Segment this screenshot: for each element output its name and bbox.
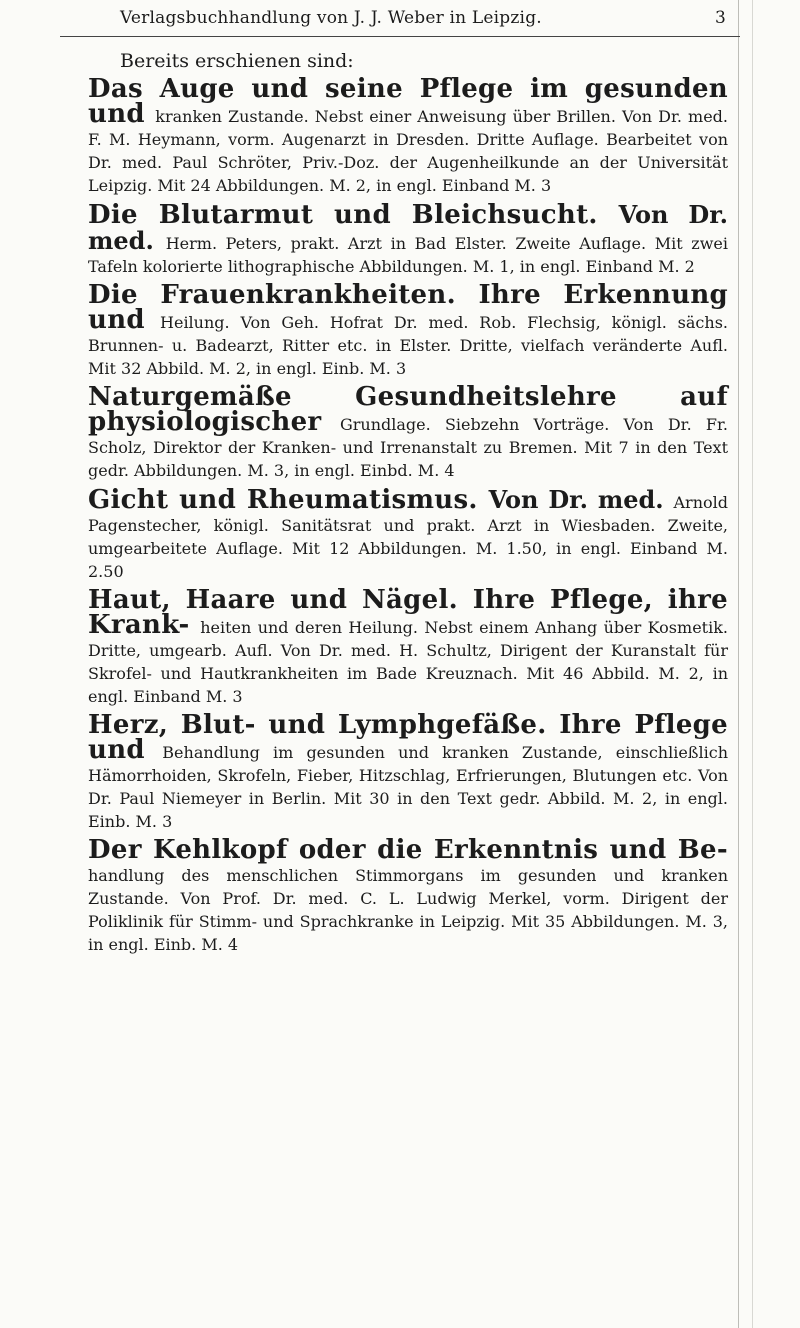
book-entry (88, 280, 728, 380)
book-title: Gicht und Rheumatismus. (88, 485, 489, 515)
book-description: Heilung. Von Geh. Hofrat Dr. med. Rob. Flechsig, königl. sächs. Brunnen- u. Badearzt, Ritter etc. in Elster. Dritte, vielfach veränderte Aufl. Mit 32 Abbild. M. 2, in engl. Einb. M. 3 (88, 313, 728, 378)
book-entry (88, 835, 728, 956)
running-title: Verlagsbuchhandlung von J. J. Weber in Leipzig. (120, 8, 542, 28)
header-rule (60, 36, 740, 37)
book-description: heiten und deren Heilung. Nebst einem Anhang über Kosmetik. Dritte, umgearb. Aufl. Von Dr. med. H. Schultz, Dirigent der Kuranstalt für Skrofel- und Hautkrankheiten im Bade Kreuznach. Mit 46 Abbild. M. 2, in engl. Einband M. 3 (88, 618, 728, 706)
catalog-listing (88, 50, 728, 962)
book-title: Herz, Blut- und Lymphgefäße. Ihre Pflege und (88, 710, 728, 765)
book-title: Die Blutarmut und Bleichsucht. (88, 200, 619, 230)
book-entry (88, 382, 728, 482)
book-title: Haut, Haare und Nägel. Ihre Pflege, ihre Krank- (88, 585, 728, 640)
book-description: handlung des menschlichen Stimmorgans im gesunden und kranken Zustande. Von Prof. Dr. med. C. L. Ludwig Merkel, vorm. Dirigent der Poliklinik für Stimm- und Sprachkranke in Leipzig. Mit 35 Abbildungen. M. 3, in engl. Einb. M. 4 (88, 866, 728, 954)
running-header (50, 4, 740, 34)
book-description: Grundlage. Siebzehn Vorträge. Von Dr. Fr. Scholz, Direktor der Kranken- und Irrenanstalt zu Bremen. Mit 7 in den Text gedr. Abbildungen. M. 3, in engl. Einbd. M. 4 (88, 415, 728, 480)
book-entry (88, 485, 728, 583)
book-author-prefix: Von Dr. med. (88, 200, 728, 255)
book-author-prefix: Von Dr. med. (488, 485, 674, 514)
book-title: Das Auge und seine Pflege im gesunden und (88, 74, 728, 129)
book-entry (88, 200, 728, 278)
book-title: Naturgemäße Gesundheitslehre auf physiologischer (88, 382, 728, 437)
page-edge-rule-outer (752, 0, 753, 1328)
page-edge-rule (738, 0, 739, 1328)
book-entry (88, 74, 728, 197)
book-entry (88, 710, 728, 833)
book-title: Die Frauenkrankheiten. Ihre Erkennung und (88, 280, 728, 335)
book-description: Behandlung im gesunden und kranken Zustande, einschließlich Hämorrhoiden, Skrofeln, Fieber, Hitzschlag, Erfrierungen, Blutungen etc. Von Dr. Paul Niemeyer in Berlin. Mit 30 in den Text gedr. Abbild. M. 2, in engl. Einb. M. 3 (88, 743, 728, 831)
intro-line: Bereits erschienen sind: (120, 50, 354, 72)
book-description: Herm. Peters, prakt. Arzt in Bad Elster. Zweite Auflage. Mit zwei Tafeln kolorierte lithographische Abbildungen. M. 1, in engl. Einband M. 2 (88, 234, 728, 276)
book-title: Der Kehlkopf oder die Erkenntnis und Be- (88, 835, 728, 865)
book-description: Arnold Pagenstecher, königl. Sanitätsrat und prakt. Arzt in Wiesbaden. Zweite, umgearbeitete Auflage. Mit 12 Abbildungen. M. 1.50, in engl. Einband M. 2.50 (88, 493, 728, 581)
book-description: kranken Zustande. Nebst einer Anweisung über Brillen. Von Dr. med. F. M. Heymann, vorm. Augenarzt in Dresden. Dritte Auflage. Bearbeitet von Dr. med. Paul Schröter, Priv.-Doz. der Augenheilkunde an der Universität Leipzig. Mit 24 Abbildungen. M. 2, in engl. Einband M. 3 (88, 107, 728, 195)
book-entry (88, 585, 728, 708)
page-number: 3 (715, 8, 727, 28)
